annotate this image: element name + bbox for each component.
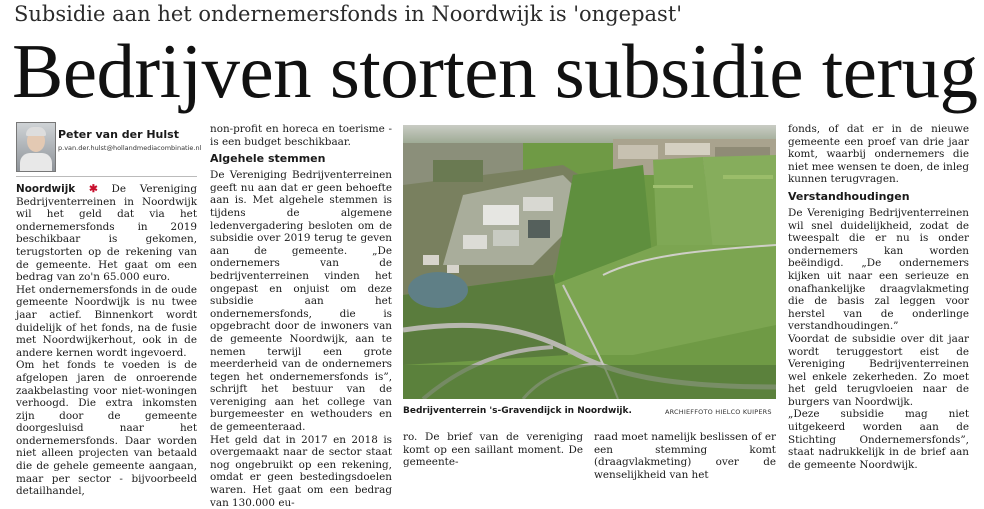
col2-p1: non-profit en horeca en toerisme - is een budget beschikbaar. <box>210 123 392 148</box>
col4-p1: fonds, of dat er in de nieuwe gemeente een proef van drie jaar komt, waarbij ondernemers die niet mee wensen te doen, de inleg kunnen terugvragen. <box>788 123 969 186</box>
col4-p4: „Deze subsidie mag niet uitgekeerd worden aan de Stichting Ondernemersfonds”, staat nadrukkelijk in de brief aan de gemeente Noordwijk. <box>788 408 969 471</box>
dateline: Noordwijk <box>16 183 76 195</box>
column-3a <box>403 431 583 469</box>
kicker: Subsidie aan het ondernemersfonds in Noordwijk is 'ongepast' <box>14 2 683 26</box>
author-name: Peter van der Hulst <box>58 128 179 141</box>
column-4 <box>788 123 969 471</box>
subhead-verstandhoudingen: Verstandhoudingen <box>788 189 910 203</box>
photo-credit: ARCHIEFFOTO HIELCO KUIPERS <box>665 408 772 416</box>
byline-rule <box>16 176 197 177</box>
author-email[interactable]: p.van.der.hulst@hollandmediacombinatie.nl <box>58 144 202 152</box>
headline: Bedrijven storten subsidie terug <box>12 28 978 114</box>
aerial-photo <box>403 125 776 399</box>
paragraph <box>16 183 197 284</box>
aerial-photo-illustration <box>403 125 776 399</box>
col1-p2: Het ondernemersfonds in de oude gemeente Noordwijk is nu twee jaar actief. Binnenkort wordt duidelijk of het fonds, na de fusie met Noordwijkerhout, ook in de andere kernen wordt ingevoerd. <box>16 283 197 359</box>
col4-p2: De Vereniging Bedrijventerreinen wil snel duidelijkheid, zodat de tweespalt die er nu is onder ondernemers kan worden beëindigd. „De ondernemers kijken uit naar een serieuze en onafhankelijke draagvlakmeting die de basis zal leggen voor herstel van de onderlinge verstandhoudingen.” <box>788 206 969 333</box>
col3a-p1: ro. De brief van de vereniging komt op een saillant moment. De gemeente- <box>403 431 583 469</box>
column-1 <box>16 183 197 498</box>
col2-p2: De Vereniging Bedrijventerreinen geeft nu aan dat er geen behoefte aan is. Met algehele stemmen is tijdens de algemene ledenvergadering besloten om de subsidie over 2019 terug te geven aan de gemeente. „De ondernemers van de bedrijventerreinen vinden het ongepast en onjuist om deze subsidie aan het ondernemersfonds, die is opgebracht door de inwoners van de gemeente Noordwijk, aan te nemen terwijl een grote meerderheid van de ondernemers tegen het ondernemersfonds is”, schrijft het bestuur van de vereniging aan het college van burgemeester en wethouders en de gemeenteraad. <box>210 169 392 434</box>
byline <box>16 122 202 174</box>
col1-p1: De Vereniging Bedrijventerreinen in Noordwijk wil het geld dat via het ondernemersfonds in 2019 beschikbaar is gekomen, terugstorten op de rekening van de gemeente. Het gaat om een bedrag van zo'n 65.000 euro. <box>16 183 197 284</box>
col3b-p1: raad moet namelijk beslissen of er een stemming komt (draagvlakmeting) over de wenselijkheid van het <box>594 431 776 481</box>
col4-p3: Voordat de subsidie over dit jaar wordt teruggestort eist de Vereniging Bedrijventerreinen wel enkele zekerheden. Zo moet het geld terugvloeien naar de burgers van Noordwijk. <box>788 332 969 408</box>
author-avatar <box>16 122 56 172</box>
col2-p3: Het geld dat in 2017 en 2018 is overgemaakt naar de sector staat nog ongebruikt op een rekening, omdat er geen bestedingsdoelen waren. Het gaat om een bedrag van 130.000 eu- <box>210 433 392 509</box>
asterisk-icon: ✱ <box>89 183 98 195</box>
col1-p3: Om het fonds te voeden is de afgelopen jaren de onroerende zaakbelasting voor niet-woningen verhoogd. Die extra inkomsten zijn door de gemeente doorgesluisd naar het ondernemersfonds. Daar worden niet alleen projecten van betaald die de gehele gemeente aangaan, maar per sector - bijvoorbeeld detailhandel, <box>16 359 197 498</box>
column-2 <box>210 123 392 509</box>
column-3b <box>594 431 776 481</box>
subhead-algehele-stemmen: Algehele stemmen <box>210 152 326 166</box>
photo-caption: Bedrijventerrein 's-Gravendijck in Noordwijk. <box>403 406 632 416</box>
